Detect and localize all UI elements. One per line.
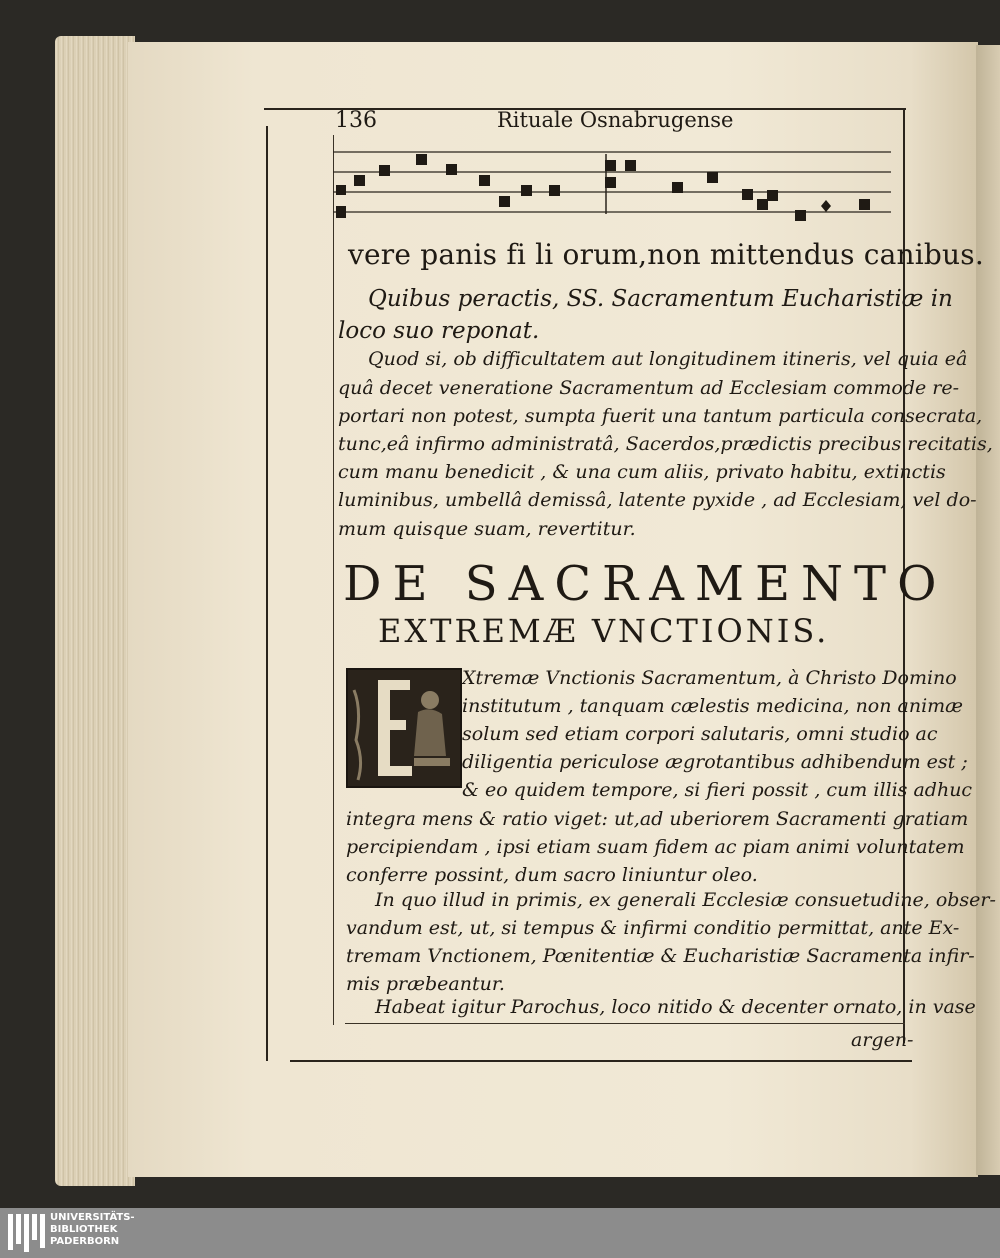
inner-rule-left xyxy=(333,135,334,1025)
chant-note xyxy=(379,165,390,176)
facing-page-edge xyxy=(976,45,1000,1175)
chant-note xyxy=(549,185,560,196)
text-line: quâ decet veneratione Sacramentum ad Ecclesiam commode re- xyxy=(338,377,960,399)
clef-mark xyxy=(336,206,346,218)
text-line: vandum est, ut, si tempus & infirmi conditio permittat, ante Ex- xyxy=(346,917,960,939)
text-line: institutum , tanquam cælestis medicina, non animæ xyxy=(462,695,964,717)
chant-note xyxy=(479,175,490,186)
chant-note xyxy=(499,196,510,207)
footer-bar xyxy=(0,1208,1000,1258)
text-line: & eo quidem tempore, si fieri possit , cum illis adhuc xyxy=(462,779,973,801)
page-number: 136 xyxy=(335,108,377,133)
chant-note xyxy=(446,164,457,175)
chant-note xyxy=(795,210,806,221)
text-line: Quod si, ob difficultatem aut longitudinem itineris, vel quia eâ xyxy=(368,348,968,370)
decorated-initial-e xyxy=(346,668,462,788)
frame-rule-bottom xyxy=(290,1060,912,1062)
chant-note xyxy=(767,190,778,201)
text-line: mum quisque suam, revertitur. xyxy=(338,518,636,540)
chant-note xyxy=(859,199,870,210)
text-line: Xtremæ Vnctionis Sacramentum, à Christo Domino xyxy=(462,667,957,689)
rubric-line: loco suo reponat. xyxy=(338,318,540,344)
chant-lyric: vere panis fi li orum,non mittendus canibus. xyxy=(348,238,984,271)
text-line: diligentia periculose ægrotantibus adhibendum est ; xyxy=(462,751,968,773)
library-logo-icon xyxy=(8,1212,48,1254)
chant-note xyxy=(707,172,718,183)
chant-staff xyxy=(333,140,893,228)
section-title: DE SACRAMENTO xyxy=(343,556,948,612)
text-line: integra mens & ratio viget: ut,ad uberiorem Sacramenti gratiam xyxy=(346,808,969,830)
text-line: conferre possint, dum sacro liniuntur oleo. xyxy=(346,864,758,886)
chant-note xyxy=(821,200,831,212)
chant-note xyxy=(521,185,532,196)
text-line: tunc,eâ infirmo administratâ, Sacerdos,prædictis precibus recitatis, xyxy=(338,433,993,455)
library-name xyxy=(50,1212,135,1248)
chant-note xyxy=(672,182,683,193)
chant-note xyxy=(416,154,427,165)
running-head: Rituale Osnabrugense xyxy=(497,108,734,132)
clef-mark xyxy=(336,185,346,195)
frame-rule-left xyxy=(266,126,268,1061)
text-line: tremam Vnctionem, Pœnitentiæ & Eucharistiæ Sacramenta infir- xyxy=(346,945,975,967)
inner-rule-bottom xyxy=(345,1023,905,1024)
chant-note xyxy=(605,160,616,171)
text-line: solum sed etiam corpori salutaris, omni studio ac xyxy=(462,723,938,745)
text-line: percipiendam , ipsi etiam suam fidem ac piam animi voluntatem xyxy=(346,836,965,858)
chant-note xyxy=(625,160,636,171)
chant-note xyxy=(757,199,768,210)
library-name-line: UNIVERSITÄTS- xyxy=(50,1212,135,1223)
text-line: mis præbeantur. xyxy=(346,973,505,995)
text-line: portari non potest, sumpta fuerit una tantum particula consecrata, xyxy=(338,405,983,427)
chant-note xyxy=(354,175,365,186)
chant-note xyxy=(742,189,753,200)
section-subtitle: EXTREMÆ VNCTIONIS. xyxy=(378,612,830,650)
text-line: luminibus, umbellâ demissâ, latente pyxide , ad Ecclesiam, vel do- xyxy=(338,489,977,511)
rubric-line: Quibus peractis, SS. Sacramentum Eucharistiæ in xyxy=(368,286,953,312)
text-line: In quo illud in primis, ex generali Ecclesiæ consuetudine, obser- xyxy=(375,889,996,911)
chant-note xyxy=(605,177,616,188)
text-line: Habeat igitur Parochus, loco nitido & decenter ornato, in vase xyxy=(375,996,976,1018)
library-name-line: PADERBORN xyxy=(50,1236,120,1247)
library-name-line: BIBLIOTHEK xyxy=(50,1224,118,1235)
book-page-edges xyxy=(55,36,135,1186)
woodcut-initial-icon xyxy=(348,670,460,786)
catchword: argen- xyxy=(851,1029,914,1051)
text-line: cum manu benedicit , & una cum aliis, privato habitu, extinctis xyxy=(338,461,946,483)
